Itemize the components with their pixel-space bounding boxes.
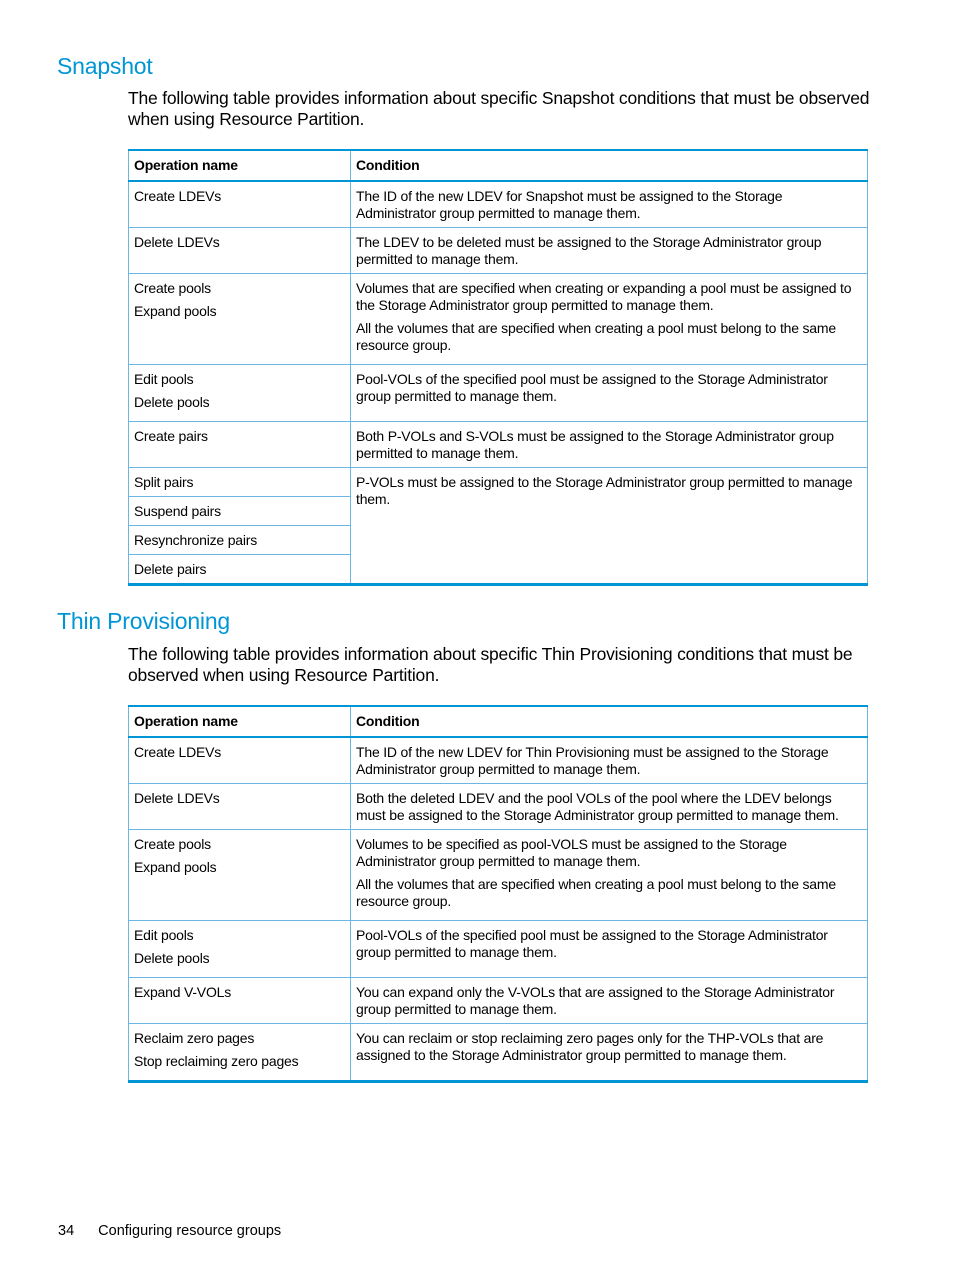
operation-cell: Split pairs bbox=[129, 468, 351, 497]
operation-name: Delete pools bbox=[134, 950, 210, 966]
condition-text: All the volumes that are specified when creating a pool must belong to the same resource group. bbox=[356, 320, 836, 353]
condition-cell bbox=[351, 737, 868, 784]
table-row bbox=[129, 784, 868, 830]
operation-cell: Suspend pairs bbox=[129, 497, 351, 526]
page-footer bbox=[58, 1223, 281, 1239]
condition-cell bbox=[351, 181, 868, 228]
page-number: 34 bbox=[58, 1223, 75, 1239]
condition-text: The ID of the new LDEV for Thin Provisioning must be assigned to the Storage Administrator group permitted to manage them. bbox=[356, 744, 829, 777]
snapshot-table bbox=[128, 149, 868, 586]
operation-name: Delete pools bbox=[134, 394, 210, 410]
operation-cell bbox=[129, 978, 351, 1024]
column-header-operation: Operation name bbox=[129, 706, 351, 737]
condition-cell bbox=[351, 228, 868, 274]
table-row bbox=[129, 468, 868, 497]
condition-text: Pool-VOLs of the specified pool must be assigned to the Storage Administrator group permitted to manage them. bbox=[356, 927, 828, 960]
condition-cell bbox=[351, 274, 868, 365]
operation-cell bbox=[129, 784, 351, 830]
operation-cell bbox=[129, 830, 351, 921]
operation-name: Stop reclaiming zero pages bbox=[134, 1053, 299, 1069]
table-row bbox=[129, 921, 868, 978]
operation-name: Create LDEVs bbox=[134, 744, 222, 760]
condition-cell bbox=[351, 365, 868, 422]
condition-text: Volumes that are specified when creating or expanding a pool must be assigned to the Storage Administrator group permitted to manage them. bbox=[356, 280, 852, 313]
condition-cell bbox=[351, 1024, 868, 1082]
snapshot-heading: Snapshot bbox=[57, 53, 153, 79]
condition-cell bbox=[351, 468, 868, 585]
operation-cell bbox=[129, 1024, 351, 1082]
condition-cell bbox=[351, 422, 868, 468]
thin-provisioning-intro: The following table provides information about specific Thin Provisioning conditions that must be observed when using Resource Partition. bbox=[128, 644, 853, 685]
thin-provisioning-heading: Thin Provisioning bbox=[57, 608, 231, 634]
operation-cell bbox=[129, 228, 351, 274]
operation-cell: Delete pairs bbox=[129, 555, 351, 585]
snapshot-intro: The following table provides information about specific Snapshot conditions that must be observed when using Resource Partition. bbox=[128, 88, 870, 129]
operation-name: Delete LDEVs bbox=[134, 790, 220, 806]
operation-name: Expand V-VOLs bbox=[134, 984, 232, 1000]
condition-text: P-VOLs must be assigned to the Storage Administrator group permitted to manage them. bbox=[356, 474, 853, 507]
table-row bbox=[129, 181, 868, 228]
operation-cell bbox=[129, 274, 351, 365]
operation-cell bbox=[129, 921, 351, 978]
chapter-title: Configuring resource groups bbox=[98, 1223, 282, 1239]
condition-text: All the volumes that are specified when creating a pool must belong to the same resource group. bbox=[356, 876, 836, 909]
operation-cell bbox=[129, 365, 351, 422]
condition-text: Pool-VOLs of the specified pool must be assigned to the Storage Administrator group permitted to manage them. bbox=[356, 371, 828, 404]
table-row bbox=[129, 365, 868, 422]
condition-cell bbox=[351, 830, 868, 921]
table-row bbox=[129, 737, 868, 784]
operation-cell: Resynchronize pairs bbox=[129, 526, 351, 555]
operation-name: Reclaim zero pages bbox=[134, 1030, 255, 1046]
column-header-condition: Condition bbox=[351, 150, 868, 181]
operation-name: Create pools bbox=[134, 836, 211, 852]
table-row bbox=[129, 422, 868, 468]
operation-name: Expand pools bbox=[134, 859, 217, 875]
condition-text: Volumes to be specified as pool-VOLS must be assigned to the Storage Administrator group permitted to manage them. bbox=[356, 836, 787, 869]
operation-cell bbox=[129, 181, 351, 228]
operation-name: Create pools bbox=[134, 280, 211, 296]
operation-name: Edit pools bbox=[134, 371, 194, 387]
table-row bbox=[129, 228, 868, 274]
table-row bbox=[129, 1024, 868, 1082]
table-header-row bbox=[129, 706, 868, 737]
table-header-row bbox=[129, 150, 868, 181]
condition-cell bbox=[351, 784, 868, 830]
operation-cell bbox=[129, 737, 351, 784]
operation-name: Delete LDEVs bbox=[134, 234, 220, 250]
operation-name: Create pairs bbox=[134, 428, 208, 444]
condition-text: The ID of the new LDEV for Snapshot must be assigned to the Storage Administrator group permitted to manage them. bbox=[356, 188, 783, 221]
condition-cell bbox=[351, 921, 868, 978]
column-header-condition: Condition bbox=[351, 706, 868, 737]
table-row bbox=[129, 830, 868, 921]
table-row bbox=[129, 978, 868, 1024]
operation-cell bbox=[129, 422, 351, 468]
operation-name: Create LDEVs bbox=[134, 188, 222, 204]
condition-cell bbox=[351, 978, 868, 1024]
condition-text: You can reclaim or stop reclaiming zero pages only for the THP-VOLs that are assigned to the Storage Administrator group permitted to manage them. bbox=[356, 1030, 824, 1063]
condition-text: You can expand only the V-VOLs that are assigned to the Storage Administrator group permitted to manage them. bbox=[356, 984, 835, 1017]
operation-name: Edit pools bbox=[134, 927, 194, 943]
thin-provisioning-table bbox=[128, 705, 868, 1083]
condition-text: The LDEV to be deleted must be assigned to the Storage Administrator group permitted to manage them. bbox=[356, 234, 822, 267]
condition-text: Both the deleted LDEV and the pool VOLs of the pool where the LDEV belongs must be assigned to the Storage Administrator group permitted to manage them. bbox=[356, 790, 839, 823]
condition-text: Both P-VOLs and S-VOLs must be assigned to the Storage Administrator group permitted to manage them. bbox=[356, 428, 834, 461]
table-row bbox=[129, 274, 868, 365]
operation-name: Expand pools bbox=[134, 303, 217, 319]
column-header-operation: Operation name bbox=[129, 150, 351, 181]
